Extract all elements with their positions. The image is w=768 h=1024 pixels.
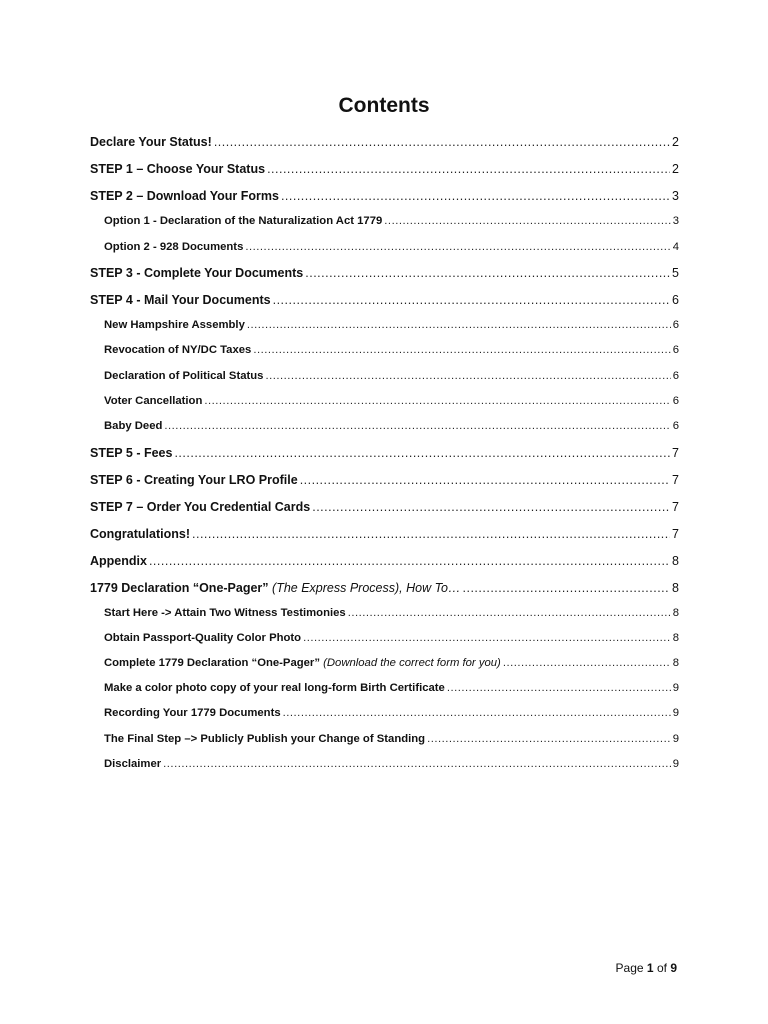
toc-entry-title: STEP 4 - Mail Your Documents bbox=[90, 293, 271, 307]
leader-dots bbox=[267, 162, 670, 176]
toc-entry-page: 8 bbox=[672, 632, 679, 644]
toc-entry-title bbox=[90, 581, 461, 595]
footer-total-pages: 9 bbox=[670, 961, 677, 975]
page-title: Contents bbox=[338, 94, 430, 117]
toc-entry-title: Revocation of NY/DC Taxes bbox=[104, 344, 252, 356]
toc-entry-page: 9 bbox=[672, 758, 679, 770]
toc-entry-page: 8 bbox=[672, 554, 679, 568]
toc-entry[interactable] bbox=[90, 473, 679, 487]
toc-entry[interactable] bbox=[90, 527, 679, 541]
leader-dots bbox=[384, 215, 670, 227]
toc-entry-page: 7 bbox=[672, 473, 679, 487]
leader-dots bbox=[245, 241, 670, 253]
toc-entry-page: 4 bbox=[672, 241, 679, 253]
toc-entry-title: STEP 1 – Choose Your Status bbox=[90, 162, 266, 176]
toc-entry-page: 3 bbox=[672, 215, 679, 227]
leader-dots bbox=[312, 500, 670, 514]
leader-dots bbox=[253, 344, 670, 356]
toc-entry-page: 9 bbox=[672, 707, 679, 719]
toc-entry-title: STEP 6 - Creating Your LRO Profile bbox=[90, 473, 298, 487]
toc-entry-page: 9 bbox=[672, 682, 679, 694]
leader-dots bbox=[192, 527, 670, 541]
toc-entry-page: 8 bbox=[672, 607, 679, 619]
toc-subentry[interactable] bbox=[104, 657, 679, 669]
toc-entry-title: Declare Your Status! bbox=[90, 135, 212, 149]
toc-entry-title: Option 2 - 928 Documents bbox=[104, 241, 244, 253]
toc-entry[interactable] bbox=[90, 135, 679, 149]
leader-dots bbox=[503, 657, 671, 669]
toc-entry[interactable] bbox=[90, 266, 679, 280]
leader-dots bbox=[174, 446, 670, 460]
toc-entry-page: 2 bbox=[672, 162, 679, 176]
toc-entry-title: Obtain Passport-Quality Color Photo bbox=[104, 632, 302, 644]
toc-entry-title: Make a color photo copy of your real long-form Birth Certificate bbox=[104, 682, 445, 694]
toc-entry-page: 2 bbox=[672, 135, 679, 149]
toc-entry-page: 9 bbox=[672, 733, 679, 745]
toc-subentry[interactable] bbox=[104, 215, 679, 227]
toc-entry-title: STEP 3 - Complete Your Documents bbox=[90, 266, 304, 280]
leader-dots bbox=[247, 319, 671, 331]
leader-dots bbox=[283, 707, 671, 719]
toc-entry[interactable] bbox=[90, 446, 679, 460]
toc-entry-title: The Final Step –> Publicly Publish your Change of Standing bbox=[104, 733, 426, 745]
footer-current-page: 1 bbox=[646, 961, 654, 975]
toc-subentry[interactable] bbox=[104, 707, 679, 719]
toc-subentry[interactable] bbox=[104, 370, 679, 382]
toc-entry-title: Disclaimer bbox=[104, 758, 162, 770]
toc-entry-title: Baby Deed bbox=[104, 420, 163, 432]
leader-dots bbox=[149, 554, 670, 568]
leader-dots bbox=[163, 758, 671, 770]
toc-entry-title: New Hampshire Assembly bbox=[104, 319, 245, 331]
toc-entry-title: Appendix bbox=[90, 554, 147, 568]
leader-dots bbox=[303, 632, 671, 644]
leader-dots bbox=[348, 607, 671, 619]
toc-entry-page: 6 bbox=[672, 319, 679, 331]
toc-entry-title: Congratulations! bbox=[90, 527, 190, 541]
leader-dots bbox=[300, 473, 670, 487]
toc-entry[interactable] bbox=[90, 581, 679, 595]
leader-dots bbox=[265, 370, 670, 382]
toc-entry-page: 6 bbox=[672, 420, 679, 432]
toc-entry-title-italic: (The Express Process), How To… bbox=[272, 581, 461, 595]
toc-entry-page: 7 bbox=[672, 500, 679, 514]
toc-entry-page: 5 bbox=[672, 266, 679, 280]
toc-entry[interactable] bbox=[90, 162, 679, 176]
toc-subentry[interactable] bbox=[104, 733, 679, 745]
toc-subentry[interactable] bbox=[104, 682, 679, 694]
leader-dots bbox=[214, 135, 670, 149]
toc-entry[interactable] bbox=[90, 293, 679, 307]
leader-dots bbox=[463, 581, 671, 595]
leader-dots bbox=[427, 733, 671, 745]
leader-dots bbox=[447, 682, 671, 694]
page-number-footer bbox=[616, 961, 677, 975]
toc-entry-title-italic: (Download the correct form for you) bbox=[323, 657, 501, 669]
toc-entry-page: 8 bbox=[672, 657, 679, 669]
toc-entry-page: 3 bbox=[672, 189, 679, 203]
toc-entry-page: 6 bbox=[672, 344, 679, 356]
toc-entry-title-main: Complete 1779 Declaration “One-Pager” bbox=[104, 657, 320, 669]
toc-entry-title: STEP 5 - Fees bbox=[90, 446, 173, 460]
leader-dots bbox=[204, 395, 670, 407]
leader-dots bbox=[164, 420, 670, 432]
footer-prefix: Page bbox=[615, 961, 644, 975]
leader-dots bbox=[281, 189, 670, 203]
toc-subentry[interactable] bbox=[104, 241, 679, 253]
toc-subentry[interactable] bbox=[104, 420, 679, 432]
toc-entry-title bbox=[104, 657, 501, 669]
leader-dots bbox=[305, 266, 670, 280]
toc-entry-title: Voter Cancellation bbox=[104, 395, 203, 407]
toc-entry-page: 6 bbox=[672, 370, 679, 382]
toc-entry[interactable] bbox=[90, 554, 679, 568]
toc-entry[interactable] bbox=[90, 500, 679, 514]
toc-entry-title: STEP 7 – Order You Credential Cards bbox=[90, 500, 311, 514]
toc-entry-title: Declaration of Political Status bbox=[104, 370, 264, 382]
toc-entry[interactable] bbox=[90, 189, 679, 203]
toc-entry-title: Option 1 - Declaration of the Naturalization Act 1779 bbox=[104, 215, 383, 227]
toc-entry-page: 7 bbox=[672, 527, 679, 541]
toc-subentry[interactable] bbox=[104, 632, 679, 644]
toc-entry-page: 6 bbox=[672, 293, 679, 307]
leader-dots bbox=[273, 293, 670, 307]
toc-entry-page: 6 bbox=[672, 395, 679, 407]
toc-entry-title-main: 1779 Declaration “One-Pager” bbox=[90, 581, 269, 595]
toc-subentry[interactable] bbox=[104, 758, 679, 770]
footer-of: of bbox=[656, 961, 667, 975]
toc-subentry[interactable] bbox=[104, 319, 679, 331]
toc-entry-title: STEP 2 – Download Your Forms bbox=[90, 189, 279, 203]
toc-subentry[interactable] bbox=[104, 395, 679, 407]
toc-entry-page: 8 bbox=[672, 581, 679, 595]
toc-entry-title: Recording Your 1779 Documents bbox=[104, 707, 281, 719]
toc-entry-page: 7 bbox=[672, 446, 679, 460]
toc-subentry[interactable] bbox=[104, 344, 679, 356]
toc-entry-title: Start Here -> Attain Two Witness Testimonies bbox=[104, 607, 346, 619]
toc-subentry[interactable] bbox=[104, 607, 679, 619]
